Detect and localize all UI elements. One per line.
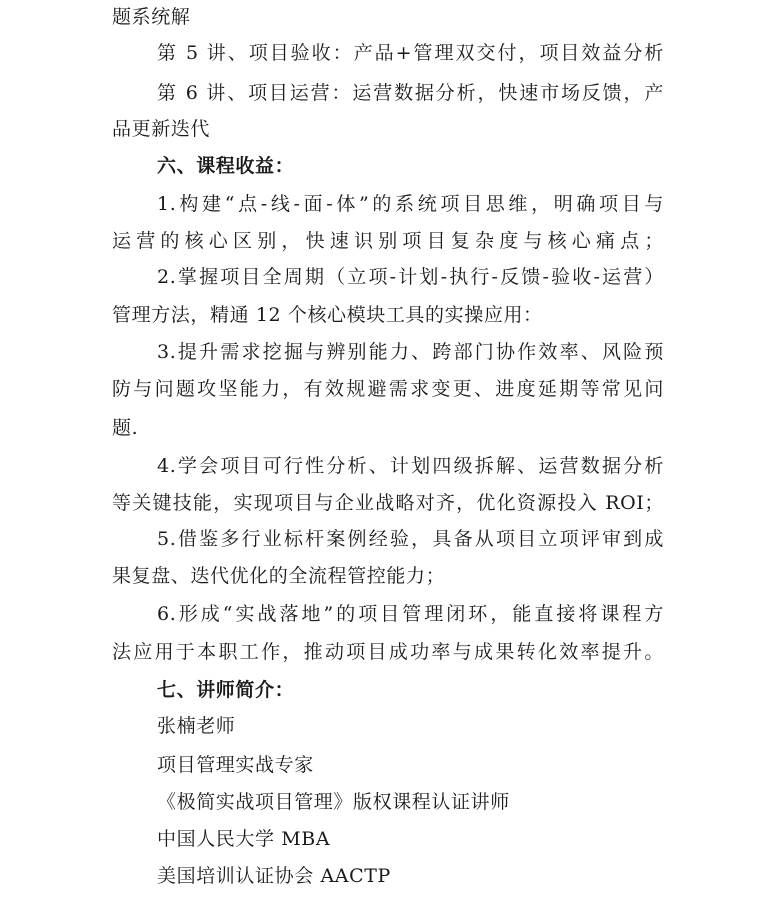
section-heading: 七、讲师简介： xyxy=(157,679,295,701)
instructor-name: 张楠老师 xyxy=(157,715,236,737)
text-line: 题系统解 xyxy=(112,6,191,28)
benefit-item-6-line-2: 法应用于本职工作，推动项目成功率与成果转化效率提升。 xyxy=(112,641,664,663)
section-heading: 六、课程收益： xyxy=(157,155,295,177)
benefit-item-3-line-1: 3.提升需求挖掘与辨别能力、跨部门协作效率、风险预 xyxy=(157,341,664,363)
benefit-item-3-line-3: 题. xyxy=(112,417,139,439)
instructor-title: 项目管理实战专家 xyxy=(157,754,314,776)
instructor-education: 中国人民大学 MBA xyxy=(157,828,331,850)
text-line: 第 6 讲、项目运营：运营数据分析，快速市场反馈，产 xyxy=(157,82,664,104)
benefit-item-6-line-1: 6.形成“实战落地”的项目管理闭环，能直接将课程方 xyxy=(157,603,664,625)
benefit-item-5-line-1: 5.借鉴多行业标杆案例经验，具备从项目立项评审到成 xyxy=(157,528,664,550)
benefit-item-5-line-2: 果复盘、迭代优化的全流程管控能力； xyxy=(112,565,446,587)
instructor-association: 美国培训认证协会 AACTP xyxy=(157,865,391,887)
benefit-item-1-line-1: 1.构建“点-线-面-体”的系统项目思维，明确项目与 xyxy=(157,193,664,215)
benefit-item-4-line-2: 等关键技能，实现项目与企业战略对齐，优化资源投入 ROI； xyxy=(112,492,664,514)
benefit-item-3-line-2: 防与问题攻坚能力，有效规避需求变更、进度延期等常见问 xyxy=(112,378,664,400)
benefit-item-1-line-2: 运营的核心区别，快速识别项目复杂度与核心痛点； xyxy=(112,230,664,252)
benefit-item-2-line-2: 管理方法，精通 12 个核心模块工具的实操应用： xyxy=(112,304,543,326)
benefit-item-2-line-1: 2.掌握项目全周期（立项-计划-执行-反馈-验收-运营） xyxy=(157,266,664,288)
benefit-item-4-line-1: 4.学会项目可行性分析、计划四级拆解、运营数据分析 xyxy=(157,455,664,477)
text-line: 第 5 讲、项目验收：产品+管理双交付，项目效益分析 xyxy=(157,42,664,64)
instructor-certification: 《极简实战项目管理》版权课程认证讲师 xyxy=(157,791,510,813)
text-line: 品更新迭代 xyxy=(112,118,211,140)
